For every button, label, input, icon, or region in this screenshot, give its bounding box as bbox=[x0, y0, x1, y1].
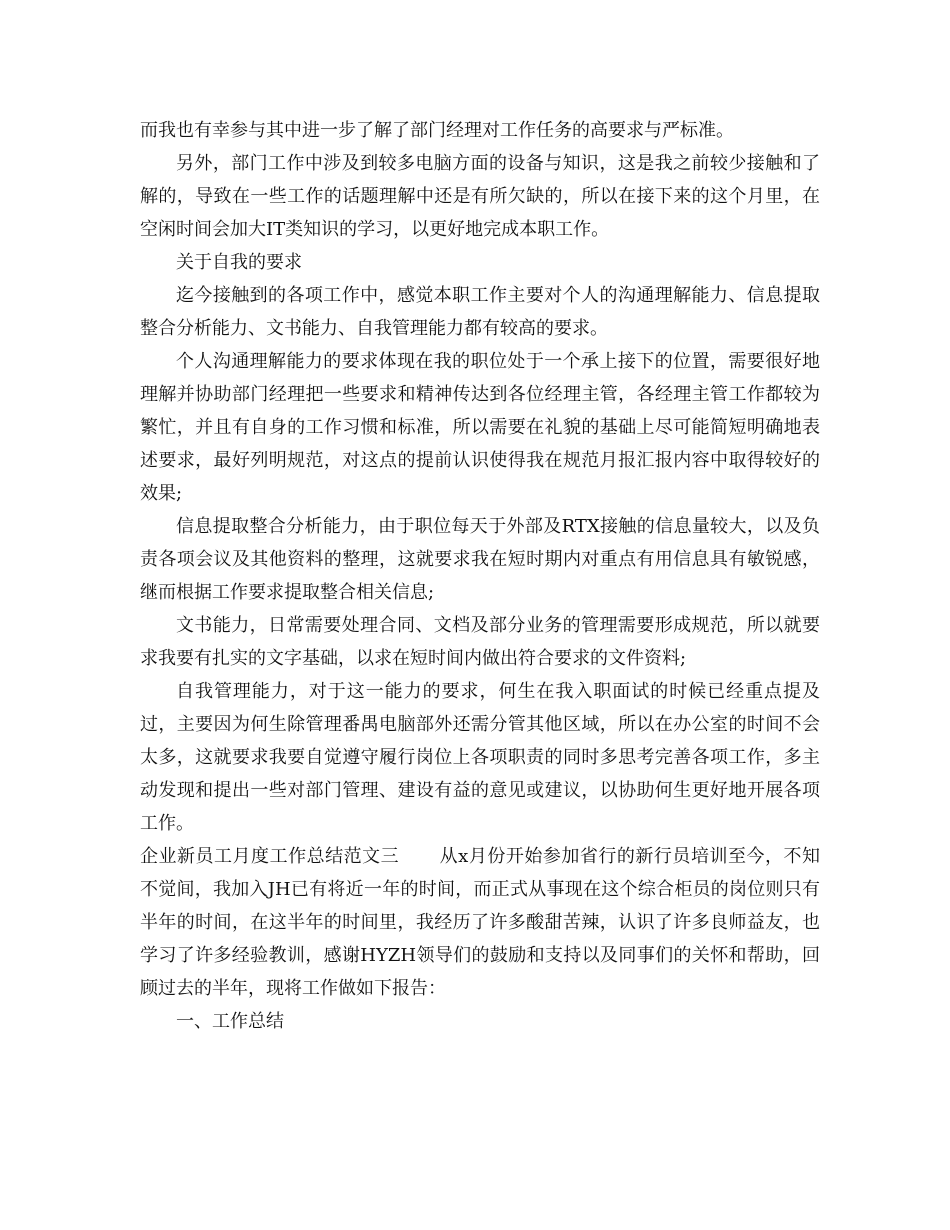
document-body bbox=[140, 114, 820, 1038]
heading-work-summary: 一、工作总结 bbox=[176, 1011, 284, 1032]
paragraph-2: 另外，部门工作中涉及到较多电脑方面的设备与知识，这是我之前较少接触和了解的，导致在一些工作的话题理解中还是有所欠缺的，所以在接下来的这个月里，在空闲时间会加大IT类知识的学习，以更好地完成本职工作。 bbox=[140, 153, 820, 240]
paragraph-3: 迄今接触到的各项工作中，感觉本职工作主要对个人的沟通理解能力、信息提取整合分析能力、文书能力、自我管理能力都有较高的要求。 bbox=[140, 285, 820, 339]
section-paragraph bbox=[140, 840, 820, 1005]
subheading-self-requirements: 关于自我的要求 bbox=[176, 252, 302, 273]
paragraph-4: 个人沟通理解能力的要求体现在我的职位处于一个承上接下的位置，需要很好地理解并协助部门经理把一些要求和精神传达到各位经理主管，各经理主管工作都较为繁忙，并且有自身的工作习惯和标准，所以需要在礼貌的基础上尽可能简短明确地表述要求，最好列明规范，对这点的提前认识使得我在规范月报汇报内容中取得较好的效果; bbox=[140, 351, 820, 504]
section-body: 从x月份开始参加省行的新行员培训至今，不知不觉间，我加入JH已有将近一年的时间，而正式从事现在这个综合柜员的岗位则只有半年的时间，在这半年的时间里，我经历了许多酸甜苦辣，认识了许多良师益友，也学习了许多经验教训，感谢HYZH领导们的鼓励和支持以及同事们的关怀和帮助，回顾过去的半年，现将工作做如下报告： bbox=[140, 846, 820, 999]
paragraph-7: 自我管理能力，对于这一能力的要求，何生在我入职面试的时候已经重点提及过，主要因为何生除管理番禺电脑部外还需分管其他区域，所以在办公室的时间不会太多，这就要求我要自觉遵守履行岗位上各项职责的同时多思考完善各项工作，多主动发现和提出一些对部门管理、建设有益的意见或建议，以协助何生更好地开展各项工作。 bbox=[140, 681, 820, 834]
section-title: 企业新员工月度工作总结范文三 bbox=[140, 846, 400, 867]
paragraph-1: 而我也有幸参与其中进一步了解了部门经理对工作任务的高要求与严标准。 bbox=[140, 120, 734, 141]
paragraph-6: 文书能力，日常需要处理合同、文档及部分业务的管理需要形成规范，所以就要求我要有扎实的文字基础，以求在短时间内做出符合要求的文件资料; bbox=[140, 615, 820, 669]
paragraph-5: 信息提取整合分析能力，由于职位每天于外部及RTX接触的信息量较大，以及负责各项会议及其他资料的整理，这就要求我在短时期内对重点有用信息具有敏锐感，继而根据工作要求提取整合相关信息; bbox=[140, 516, 820, 603]
